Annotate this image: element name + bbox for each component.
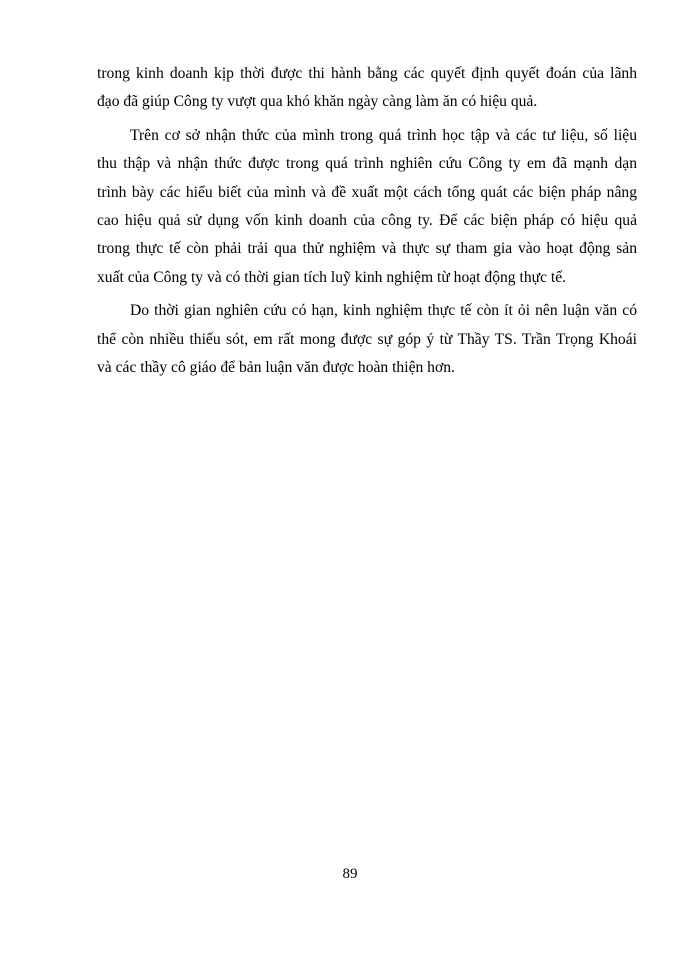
page-number: 89 — [342, 866, 358, 882]
text-line: trình bày các hiểu biết của mình và đề xuất một cách tổng quát các biện pháp nâng — [97, 183, 637, 201]
text-line: Do thời gian nghiên cứu có hạn, kinh nghiệm thực tế còn ít ỏi nên luận văn có — [130, 302, 637, 320]
text-line: cao hiệu quả sử dụng vốn kinh doanh của công ty. Để các biện pháp có hiệu quả — [97, 212, 637, 230]
text-line: thể còn nhiều thiếu sót, em rất mong được sự góp ý từ Thầy TS. Trần Trọng Khoái — [97, 330, 637, 348]
text-line: đạo đã giúp Công ty vượt qua khó khăn ngày càng làm ăn có hiệu quả. — [97, 93, 538, 111]
text-line: xuất của Công ty và có thời gian tích luỹ kinh nghiệm từ hoạt động thực tế. — [97, 268, 567, 286]
paragraph-proposals — [97, 122, 637, 292]
paragraph-acknowledgement — [97, 297, 637, 382]
text-line: Trên cơ sở nhận thức của mình trong quá trình học tập và các tư liệu, số liệu — [130, 126, 637, 144]
text-line: và các thầy cô giáo để bản luận văn được hoàn thiện hơn. — [97, 359, 455, 377]
paragraph-conclusion-continued — [97, 60, 637, 117]
document-body — [97, 60, 637, 382]
text-line: trong thực tế còn phải trải qua thử nghiệm và thực sự tham gia vào hoạt động sản — [97, 240, 637, 258]
text-line: trong kinh doanh kịp thời được thi hành bằng các quyết định quyết đoán của lãnh — [97, 65, 637, 82]
text-line: thu thập và nhận thức được trong quá trình nghiên cứu Công ty em đã mạnh dạn — [97, 155, 637, 173]
